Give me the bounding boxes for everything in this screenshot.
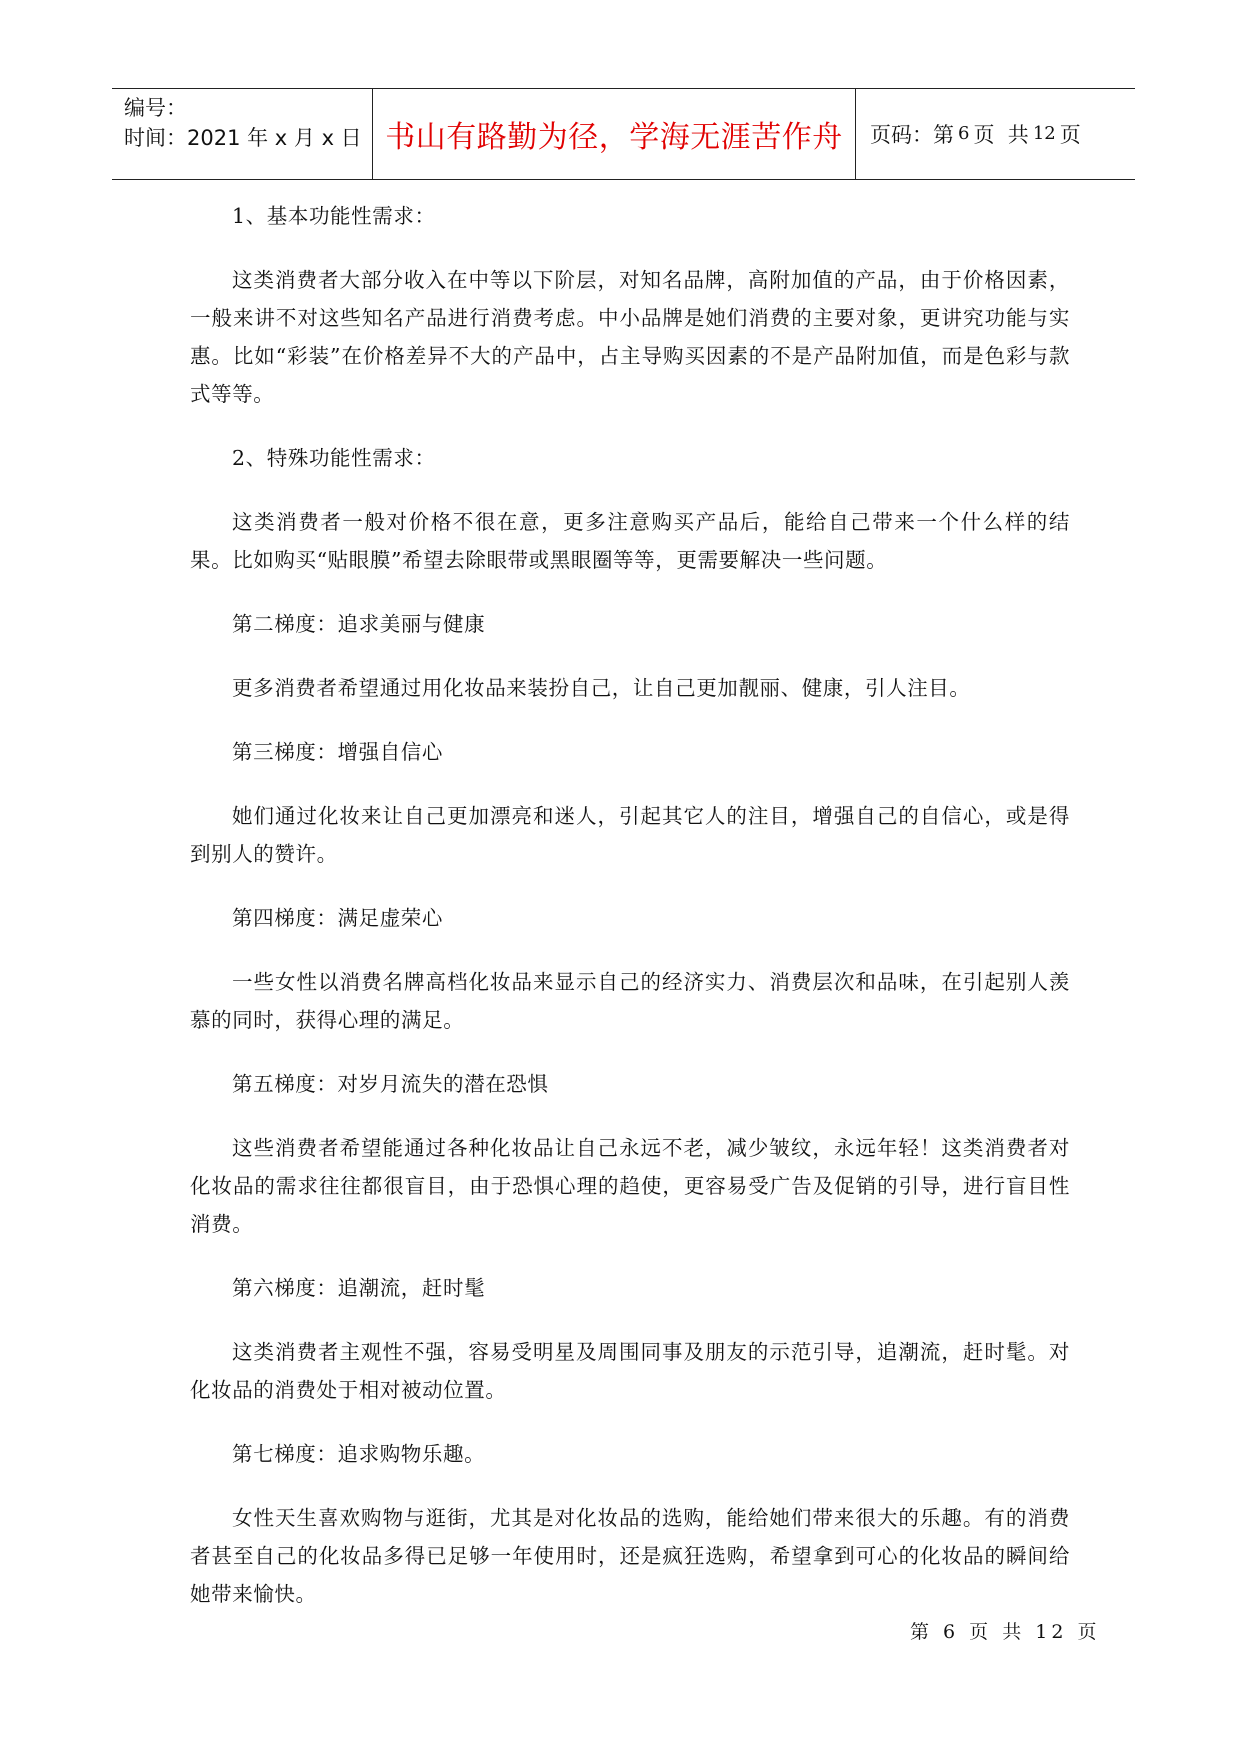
heading-level-6: 第六梯度：追潮流，赶时髦 bbox=[232, 1276, 486, 1300]
header-motto: 书山有路勤为径，学海无涯苦作舟 bbox=[385, 119, 843, 155]
heading-level-3: 第三梯度：增强自信心 bbox=[232, 740, 443, 764]
header-divider-right bbox=[855, 89, 856, 179]
page-total: 12 bbox=[1032, 123, 1056, 144]
heading-level-5: 第五梯度：对岁月流失的潜在恐惧 bbox=[232, 1072, 549, 1096]
section-heading-special-needs: 2、特殊功能性需求： bbox=[232, 446, 436, 470]
paragraph-level-2: 更多消费者希望通过用化妆品来装扮自己，让自己更加靓丽、健康，引人注目。 bbox=[232, 676, 971, 700]
paragraph-level-4: 一些女性以消费名牌高档化妆品来显示自己的经济实力、消费层次和品味，在引起别人羡慕的同时，获得心理的满足。 bbox=[190, 970, 1070, 1032]
document-body bbox=[190, 197, 1070, 1613]
page-current: 6 bbox=[958, 123, 970, 144]
paragraph-basic-needs: 这类消费者大部分收入在中等以下阶层，对知名品牌，高附加值的产品，由于价格因素，一般来讲不对这些知名产品进行消费考虑。中小品牌是她们消费的主要对象，更讲究功能与实惠。比如“彩装”在价格差异不大的产品中，占主导购买因素的不是产品附加值，而是色彩与款式等等。 bbox=[190, 268, 1070, 406]
document-time-label: 时间：2021 年 x 月 x 日 bbox=[124, 126, 362, 150]
heading-level-2: 第二梯度：追求美丽与健康 bbox=[232, 612, 486, 636]
paragraph-special-needs: 这类消费者一般对价格不很在意，更多注意购买产品后，能给自己带来一个什么样的结果。比如购买“贴眼膜”希望去除眼带或黑眼圈等等，更需要解决一些问题。 bbox=[190, 510, 1070, 572]
heading-level-4: 第四梯度：满足虚荣心 bbox=[232, 906, 443, 930]
page-footer: 第 6 页 共 12 页 bbox=[910, 1621, 1101, 1643]
paragraph-level-3: 她们通过化妆来让自己更加漂亮和迷人，引起其它人的注目，增强自己的自信心，或是得到别人的赞许。 bbox=[190, 804, 1070, 866]
header-page-indicator bbox=[870, 89, 1081, 178]
heading-level-7: 第七梯度：追求购物乐趣。 bbox=[232, 1442, 486, 1466]
page-suffix: 页 bbox=[1059, 122, 1081, 147]
document-number-label: 编号： bbox=[124, 96, 187, 120]
paragraph-level-6: 这类消费者主观性不强，容易受明星及周围同事及朋友的示范引导，追潮流，赶时髦。对化妆品的消费处于相对被动位置。 bbox=[190, 1340, 1070, 1402]
page-prefix: 页码：第 bbox=[870, 122, 954, 147]
paragraph-level-7: 女性天生喜欢购物与逛街，尤其是对化妆品的选购，能给她们带来很大的乐趣。有的消费者甚至自己的化妆品多得已足够一年使用时，还是疯狂选购，希望拿到可心的化妆品的瞬间给她带来愉快。 bbox=[190, 1506, 1070, 1606]
header-meta bbox=[124, 93, 362, 153]
paragraph-level-5: 这些消费者希望能通过各种化妆品让自己永远不老，减少皱纹，永远年轻！这类消费者对化妆品的需求往往都很盲目，由于恐惧心理的趋使，更容易受广告及促销的引导，进行盲目性消费。 bbox=[190, 1136, 1070, 1236]
page-header bbox=[112, 88, 1135, 180]
section-heading-basic-needs: 1、基本功能性需求： bbox=[232, 204, 436, 228]
page-mid: 页 共 bbox=[973, 122, 1029, 147]
header-divider-left bbox=[372, 89, 373, 179]
